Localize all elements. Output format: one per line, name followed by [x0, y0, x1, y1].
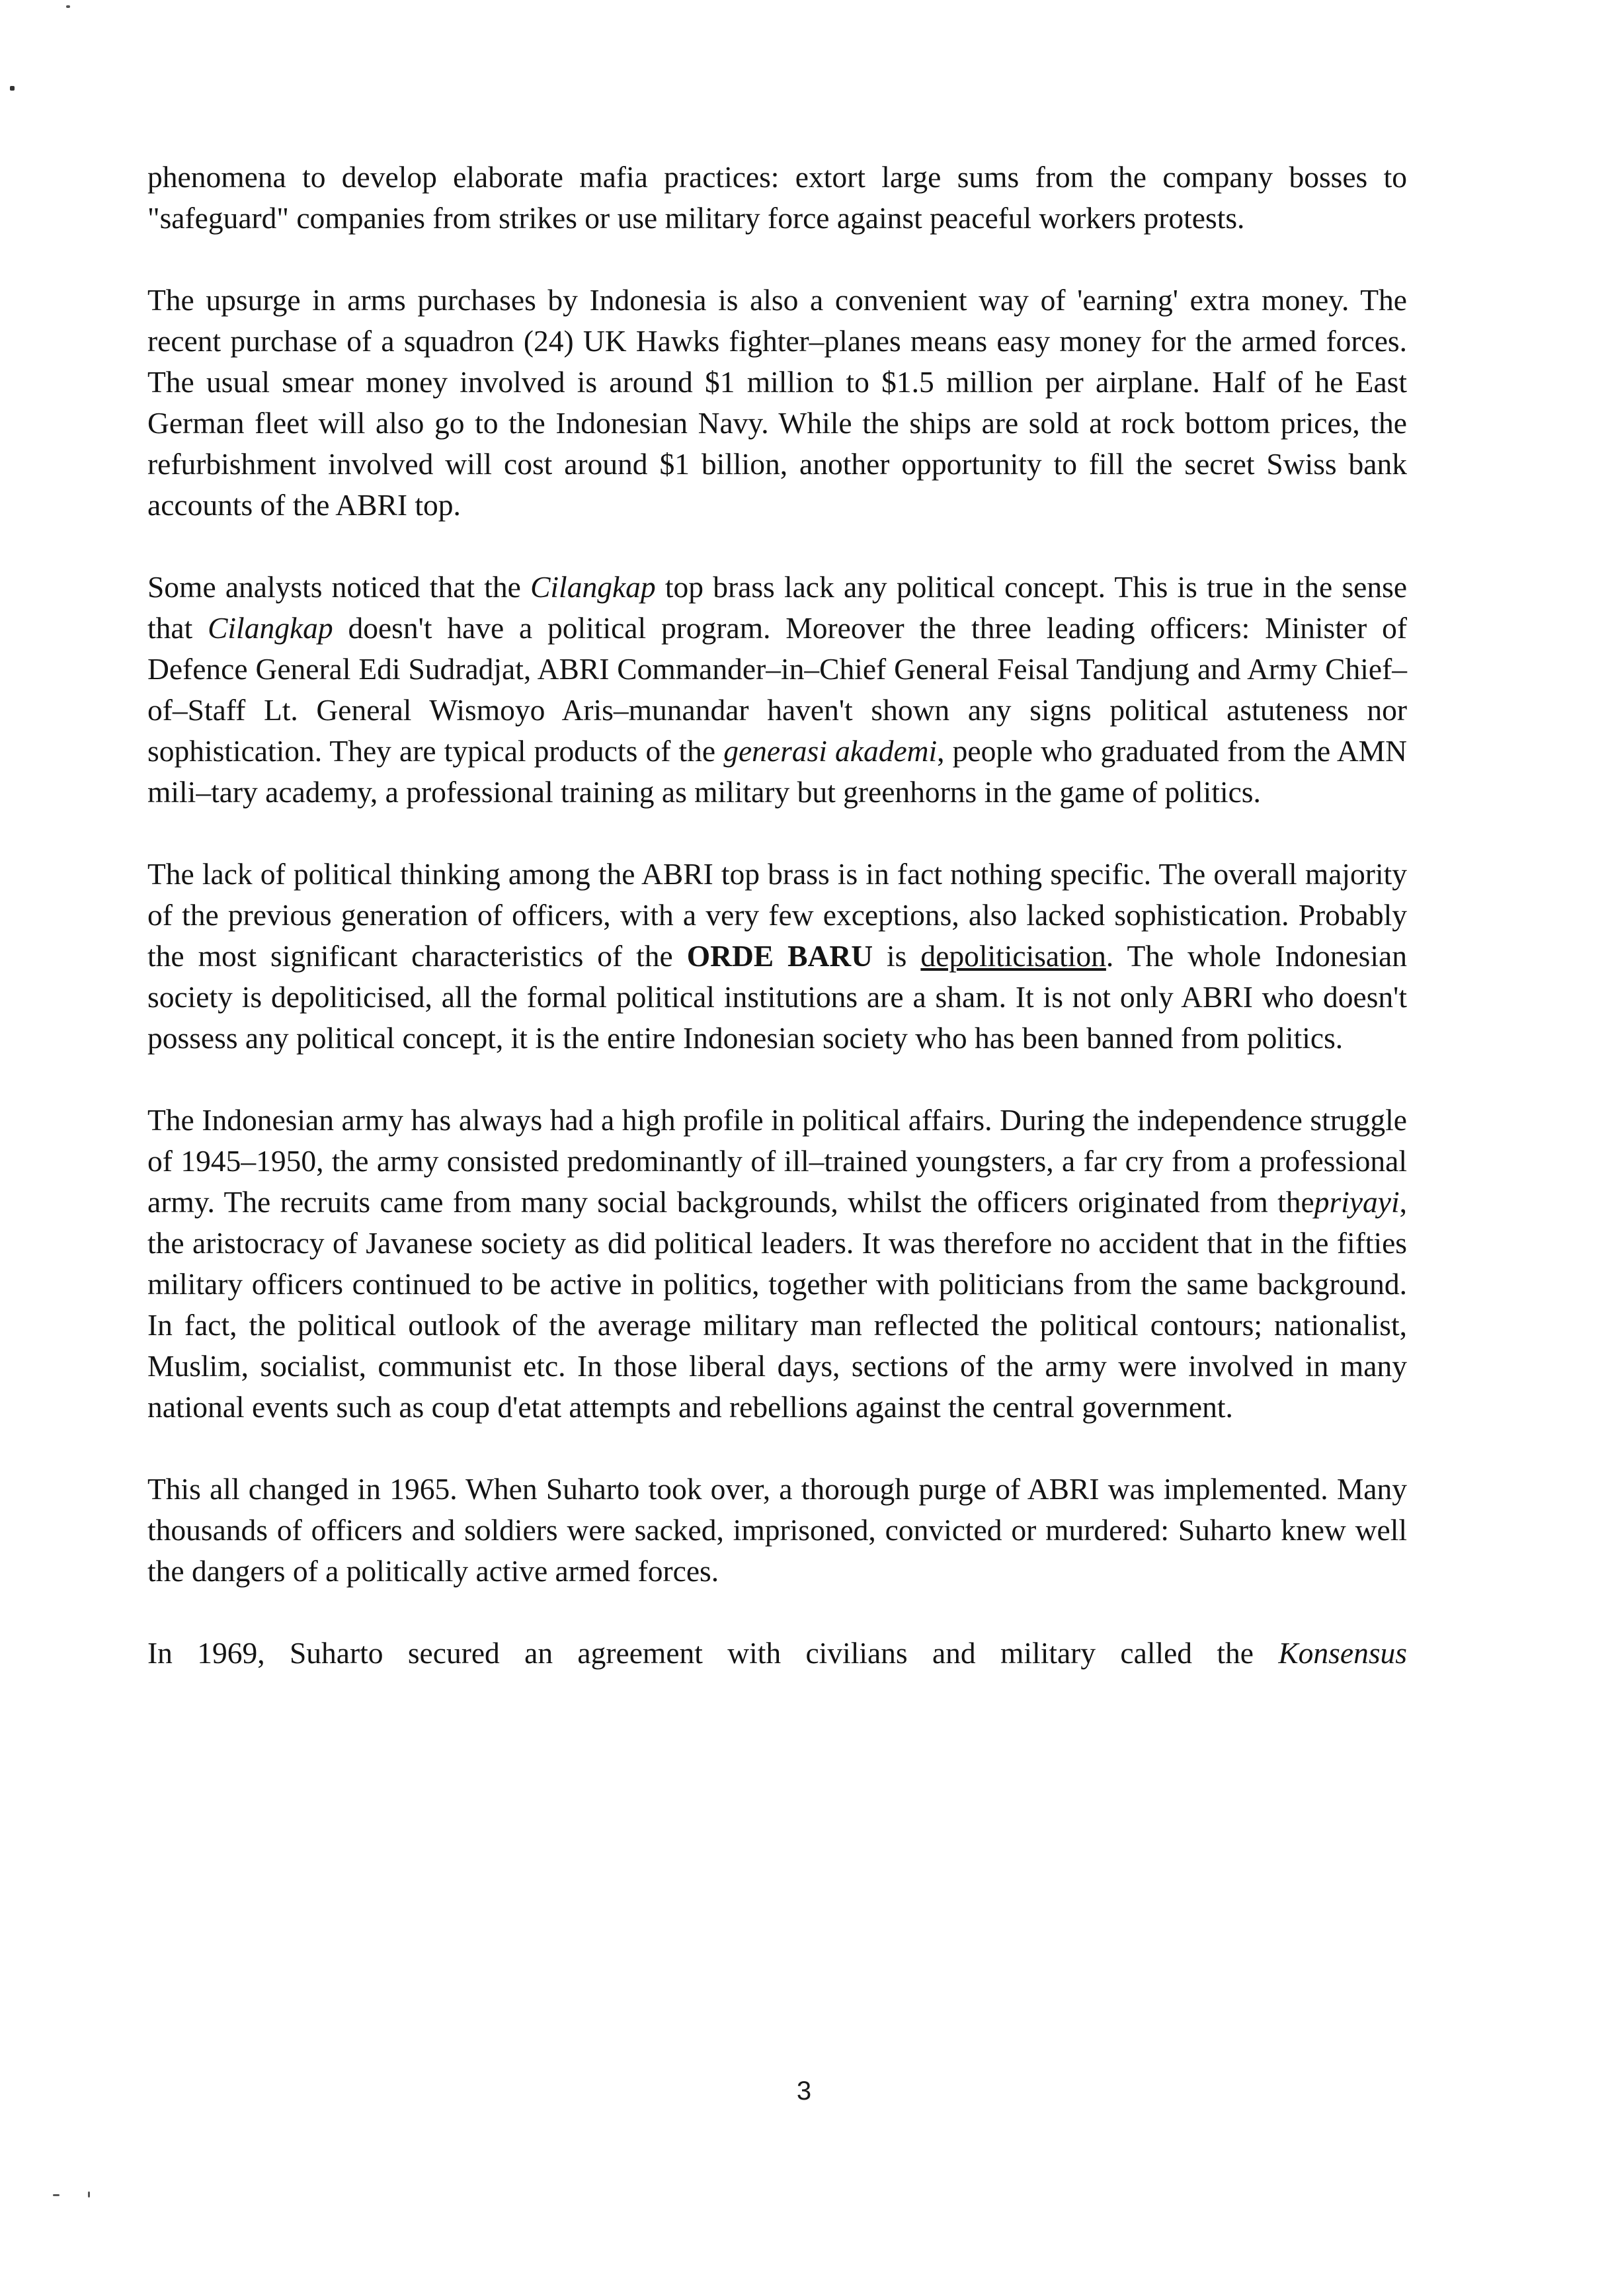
italic-text: priyayi	[1314, 1185, 1400, 1219]
paragraph	[147, 854, 1407, 1059]
text-run: top brass lack any political concept. This is true in the sense that	[147, 570, 1408, 645]
text-run: This all changed in 1965. When Suharto took over, a thorough purge of ABRI was implemented. Many thousands of officers and soldiers were sacked, imprisoned, convicted or murdered: Suharto knew well the dangers of a politically active armed forces.	[147, 1472, 1407, 1588]
text-run: In 1969, Suharto secured an agreement with civilians and military called the	[147, 1636, 1279, 1670]
bold-text: ORDE BARU	[686, 939, 873, 973]
body-text	[147, 157, 1407, 1674]
paragraph	[147, 280, 1407, 526]
underlined-text: depoliticisation	[920, 939, 1106, 973]
scan-speck	[88, 2192, 90, 2197]
paragraph	[147, 1100, 1407, 1428]
italic-text: Cilangkap	[530, 570, 656, 604]
italic-text: generasi akademi	[723, 734, 938, 768]
page-number: 3	[796, 2076, 812, 2106]
text-run: The upsurge in arms purchases by Indonesia is also a convenient way of 'earning' extra money. The recent purchase of a squadron (24) UK Hawks fighter–planes means easy money for the armed forces. The usual smear money involved is around $1 million to $1.5 million per airplane. Half of he East German fleet will also go to the Indonesian Navy. While the ships are sold at rock bottom prices, the refurbishment involved will cost around $1 billion, another opportunity to fill the secret Swiss bank accounts of the ABRI top.	[147, 283, 1407, 522]
paragraph	[147, 1469, 1407, 1592]
italic-text: Cilangkap	[208, 611, 333, 645]
scan-speck	[66, 5, 70, 8]
paragraph	[147, 1633, 1407, 1674]
scan-speck	[10, 86, 15, 91]
text-run: , the aristocracy of Javanese society as did political leaders. It was therefore no accident that in the fifties military officers continued to be active in politics, together with politicians from the same background. In fact, the political outlook of the average military man reflected the political contours; nationalist, Muslim, socialist, communist etc. In those liberal days, sections of the army were involved in many national events such as coup d'etat attempts and rebellions against the central government.	[147, 1185, 1407, 1424]
paragraph	[147, 567, 1407, 813]
text-run: The Indonesian army has always had a high profile in political affairs. During the independence struggle of 1945–1950, the army consisted predominantly of ill–trained youngsters, a far cry from a professional army. The recruits came from many social backgrounds, whilst the officers originated from the	[147, 1103, 1407, 1219]
italic-text: Konsensus	[1278, 1636, 1407, 1670]
scan-speck	[53, 2194, 60, 2196]
text-run: The lack of political thinking among the ABRI top brass is in fact nothing specific. The overall majority of the previous generation of officers, with a very few exceptions, also lacked sophistication. Probably the most significant characteristics of the	[147, 857, 1407, 973]
text-run: phenomena to develop elaborate mafia practices: extort large sums from the company bosses to "safeguard" companies from strikes or use military force against peaceful workers protests.	[147, 160, 1407, 235]
paragraph	[147, 157, 1407, 239]
text-run: . The whole Indonesian society is depoliticised, all the formal political institutions are a sham. It is not only ABRI who doesn't possess any political concept, it is the entire Indonesian society who has been banned from politics.	[147, 939, 1407, 1055]
text-run: is	[873, 939, 921, 973]
text-run: Some analysts noticed that the	[147, 570, 531, 604]
text-run: , people who graduated from the AMN mili–tary academy, a professional training as military but greenhorns in the game of politics.	[147, 734, 1407, 809]
text-run: doesn't have a political program. Moreover the three leading officers: Minister of Defence General Edi Sudradjat, ABRI Commander–in–Chief General Feisal Tandjung and Army Chief–of–Staff Lt. General Wismoyo Aris–munandar haven't shown any signs political astuteness nor sophistication. They are typical products of the	[147, 611, 1407, 768]
